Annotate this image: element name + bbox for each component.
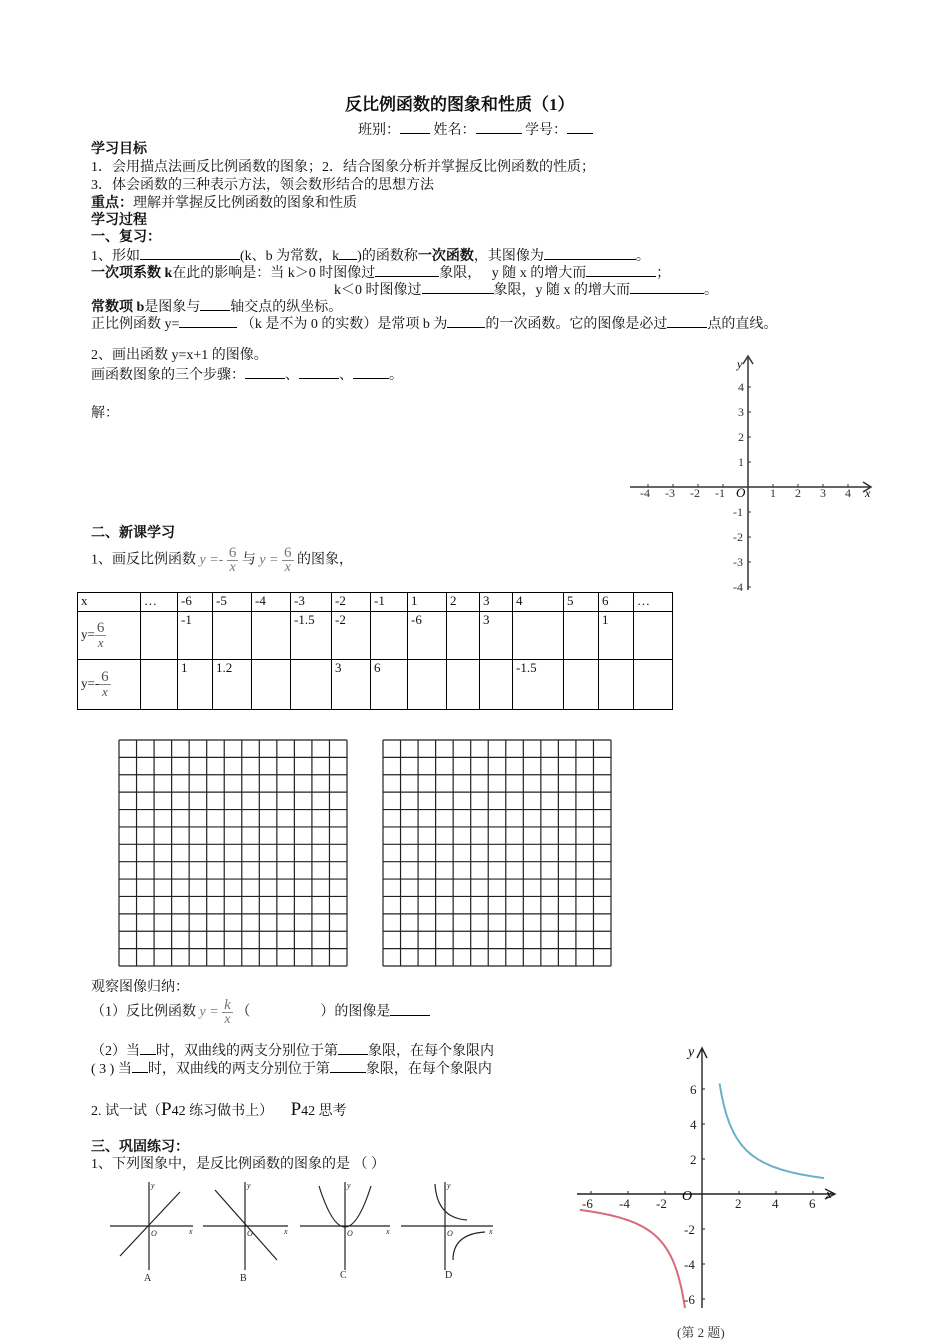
axis-y-d: y <box>447 1181 451 1190</box>
b-text1: 是图象与 <box>144 300 201 315</box>
y-value-cell <box>252 612 291 660</box>
y-axis-label: y <box>737 357 743 371</box>
hyp-x-tick-label: 4 <box>772 1196 779 1211</box>
with-word: 与 <box>241 552 256 568</box>
k-text6: 象限，y 随 x 的增大而 <box>493 283 630 298</box>
b-effect <box>91 298 342 316</box>
three-steps <box>91 366 403 384</box>
q1-text-f: 。 <box>635 249 650 264</box>
y-value-cell: 1 <box>178 660 213 710</box>
p3-c: 象限，在每个象限内 <box>365 1062 492 1077</box>
y-value-cell <box>447 612 480 660</box>
hyperbola-graph <box>572 1040 842 1344</box>
x-axis-label: x <box>865 486 871 500</box>
row1-fraction <box>95 621 107 650</box>
axis-y-a: y <box>151 1181 155 1190</box>
x-value-cell: … <box>634 593 673 612</box>
try-a: 2. 试一试（ <box>91 1104 161 1119</box>
eq1-lhs: y =- <box>199 552 224 568</box>
observe-heading: 观察图像归纳： <box>91 980 189 995</box>
y-value-cell <box>291 660 332 710</box>
y-tick-label: -4 <box>733 580 743 594</box>
review-q1 <box>91 247 650 265</box>
option-a-label: A <box>144 1273 152 1284</box>
observe-p2 <box>91 1042 494 1060</box>
fraction-6-over-x-2 <box>282 546 294 575</box>
hyp-y-tick-label: 6 <box>690 1082 697 1097</box>
sep-1: 、 <box>285 368 299 383</box>
frac-num-2: 6 <box>284 545 292 561</box>
k-text3: y 随 x 的增大而 <box>491 266 587 281</box>
goals-line1: 1．会用描点法画反比例函数的图象；2．结合图象分析并掌握反比例函数的性质； <box>91 160 595 175</box>
y-value-cell <box>408 660 447 710</box>
y-tick-label: 3 <box>738 405 744 419</box>
k-text5: k＜0 时图像过 <box>334 283 422 298</box>
number-label: 学号： <box>525 123 567 138</box>
new-lesson-heading: 二、新课学习 <box>91 526 175 541</box>
frac-num: 6 <box>228 545 237 561</box>
y-value-cell: -1.5 <box>513 660 564 710</box>
y-value-cell <box>213 612 252 660</box>
hyp-origin: O <box>682 1189 693 1204</box>
row2-den: x <box>102 684 108 699</box>
practice-heading: 三、巩固练习： <box>91 1140 189 1155</box>
hyp-x-tick-label: 6 <box>809 1196 816 1211</box>
x-tick-label: -1 <box>715 486 725 500</box>
page-title: 反比例函数的图象和性质（1） <box>345 95 575 114</box>
hyp-y-tick-label: -4 <box>684 1257 695 1272</box>
p1-a: （1）反比例函数 <box>91 1004 196 1020</box>
k-label: 一次项系数 k <box>91 266 173 281</box>
class-label: 班别： <box>358 123 400 138</box>
y-value-cell: 3 <box>480 612 513 660</box>
x-tick-label: -4 <box>640 486 650 500</box>
y-value-cell <box>599 660 634 710</box>
p2-b: 时，双曲线的两支分别位于第 <box>156 1044 338 1059</box>
p3-b: 时，双曲线的两支分别位于第 <box>147 1062 330 1077</box>
process-heading: 学习过程 <box>91 213 147 228</box>
hyp-y-tick-label: 2 <box>690 1152 697 1167</box>
frac-den-2: x <box>284 560 291 575</box>
option-c-label: C <box>340 1270 347 1281</box>
table-header-row <box>78 593 673 612</box>
x-label-cell: x <box>78 593 141 612</box>
prop-a: 正比例函数 y= <box>91 317 180 332</box>
x-tick-label: -3 <box>665 486 675 500</box>
sep-2: 、 <box>339 368 353 383</box>
try-c: 42 思考 <box>301 1104 347 1119</box>
hyp-x-label: x <box>826 1186 832 1201</box>
hyp-y-tick-label: -6 <box>684 1292 695 1307</box>
table-row-negative <box>78 660 673 710</box>
key-label: 重点： <box>91 196 133 211</box>
k-text4: ； <box>656 266 671 281</box>
origin-d: O <box>447 1229 453 1238</box>
student-info <box>358 121 593 139</box>
try-line <box>91 1100 347 1122</box>
k-effect-line2 <box>334 281 718 299</box>
y-value-cell: -2 <box>332 612 371 660</box>
review-heading: 一、复习： <box>91 230 161 245</box>
axis-x-b: x <box>284 1227 288 1236</box>
x-value-cell: 5 <box>564 593 599 612</box>
k-text2: 象限， <box>439 266 482 281</box>
hyp-caption: (第 2 题) <box>677 1325 725 1340</box>
fraction-k-over-x <box>222 998 233 1027</box>
origin-label: O <box>736 485 746 500</box>
proportional-line <box>91 315 777 333</box>
practice-q1: 1、下列图象中，是反比例函数的图象的是 （ ） <box>91 1157 385 1172</box>
solve-label: 解： <box>91 406 119 421</box>
x-value-cell: 1 <box>408 593 447 612</box>
goals-line2: 3．体会函数的三种表示方法，领会数形结合的思想方法 <box>91 178 434 193</box>
y-value-cell <box>141 612 178 660</box>
y-value-cell <box>634 612 673 660</box>
row2-label-cell <box>78 660 141 710</box>
try-b: 42 练习做书上） <box>171 1104 274 1119</box>
b-label: 常数项 b <box>91 300 145 315</box>
y-value-cell <box>141 660 178 710</box>
axis-x-a: x <box>189 1227 193 1236</box>
k-text7: 。 <box>704 283 718 298</box>
p2-a: （2）当 <box>91 1044 140 1059</box>
axis-x-c: x <box>386 1227 390 1236</box>
row2-label: y=- <box>81 675 100 691</box>
hyp-x-tick-label: 2 <box>735 1196 742 1211</box>
table-row-positive <box>78 612 673 660</box>
x-value-cell: -1 <box>371 593 408 612</box>
x-value-cell: 3 <box>480 593 513 612</box>
x-tick-label: 4 <box>845 486 851 500</box>
y-tick-label: -2 <box>733 530 743 544</box>
option-b-label: B <box>240 1273 247 1284</box>
graph-grid-right <box>382 739 612 967</box>
row2-num: 6 <box>101 669 109 685</box>
y-tick-label: -3 <box>733 555 743 569</box>
new-lesson-q1 <box>91 546 353 575</box>
graph-grid-left <box>118 739 348 967</box>
x-tick-label: 2 <box>795 486 801 500</box>
row2-fraction <box>99 670 111 699</box>
p1-c: ）的图像是 <box>320 1004 391 1020</box>
goals-heading: 学习目标 <box>91 142 147 157</box>
y-value-cell <box>564 612 599 660</box>
q1-text-b: (k、b 为常数，k <box>240 249 340 264</box>
row1-num: 6 <box>96 620 105 636</box>
axis-y-b: y <box>247 1181 251 1190</box>
y-value-cell: 1 <box>599 612 634 660</box>
y-value-cell: 1.2 <box>213 660 252 710</box>
q1-text-a: 1、形如 <box>91 249 140 264</box>
origin-b: O <box>247 1229 253 1238</box>
p1-b: （ <box>236 1004 251 1020</box>
key-text: 理解并掌握反比例函数的图象和性质 <box>133 196 357 211</box>
steps-text: 画函数图象的三个步骤： <box>91 368 245 383</box>
y-value-cell <box>564 660 599 710</box>
k-effect-line1 <box>91 264 670 282</box>
y-value-cell: 6 <box>371 660 408 710</box>
q1-text-e: ，其图像为 <box>473 249 544 264</box>
axis-y-c: y <box>347 1181 351 1190</box>
prop-d: 点的直线。 <box>707 317 778 332</box>
origin-a: O <box>151 1229 157 1238</box>
x-value-cell: 6 <box>599 593 634 612</box>
p1-den: x <box>224 1012 231 1027</box>
name-label: 姓名： <box>433 123 476 138</box>
y-tick-label: -1 <box>733 505 743 519</box>
y-value-cell: 3 <box>332 660 371 710</box>
axis-x-d: x <box>489 1227 493 1236</box>
hyp-y-label: y <box>688 1045 695 1060</box>
y-value-cell: -6 <box>408 612 447 660</box>
y-value-cell <box>513 612 564 660</box>
y-value-cell: -1.5 <box>291 612 332 660</box>
y-value-cell <box>634 660 673 710</box>
x-value-cell: -4 <box>252 593 291 612</box>
hyp-x-tick-label: -4 <box>619 1196 630 1211</box>
eq2-lhs: y = <box>259 552 279 568</box>
p3-a: ( 3 ) 当 <box>91 1062 132 1077</box>
q1-text-c: )的函数称 <box>357 249 418 264</box>
x-value-cell: -2 <box>332 593 371 612</box>
x-value-cell: -3 <box>291 593 332 612</box>
x-value-cell: … <box>141 593 178 612</box>
p1-eq: y = <box>199 1004 219 1020</box>
option-graphs <box>105 1178 505 1286</box>
review-q2: 2、画出函数 y=x+1 的图像。 <box>91 348 268 363</box>
try-p2: P <box>290 1099 302 1120</box>
steps-end: 。 <box>389 368 403 383</box>
x-value-cell: 4 <box>513 593 564 612</box>
x-tick-label: -2 <box>690 486 700 500</box>
x-value-cell: -5 <box>213 593 252 612</box>
y-tick-label: 1 <box>738 455 744 469</box>
p2-c: 象限，在每个象限内 <box>368 1044 494 1059</box>
row1-den: x <box>97 635 104 650</box>
y-value-cell <box>480 660 513 710</box>
hyp-y-tick-label: 4 <box>690 1117 697 1132</box>
p1-num: k <box>224 997 231 1013</box>
y-value-cell: -1 <box>178 612 213 660</box>
x-tick-label: 3 <box>820 486 826 500</box>
k-text1: 在此的影响是：当 k＞0 时图像过 <box>172 266 376 281</box>
try-p1: P <box>161 1099 172 1120</box>
x-value-cell: 2 <box>447 593 480 612</box>
q1-term: 一次函数 <box>417 249 474 264</box>
value-table <box>77 592 673 710</box>
x-value-cell: -6 <box>178 593 213 612</box>
y-value-cell <box>252 660 291 710</box>
key-point <box>91 196 357 212</box>
row1-label-cell <box>78 612 141 660</box>
prop-b: （k 是不为 0 的实数）是常项 b 为 <box>240 317 448 332</box>
q1-a: 1、画反比例函数 <box>91 552 196 568</box>
option-d-label: D <box>445 1270 453 1281</box>
hyp-x-tick-label: -6 <box>582 1196 593 1211</box>
coordinate-axes-small <box>625 350 880 595</box>
row1-label: y= <box>81 626 95 642</box>
q1-tail: 的图象， <box>297 552 353 568</box>
observe-p3 <box>91 1060 492 1078</box>
origin-c: O <box>347 1229 353 1238</box>
y-value-cell <box>447 660 480 710</box>
observe-p1 <box>91 998 430 1027</box>
b-text2: 轴交点的纵坐标。 <box>230 300 343 315</box>
y-tick-label: 2 <box>738 430 744 444</box>
y-tick-label: 4 <box>738 380 744 394</box>
fraction-6-over-x <box>227 546 239 575</box>
x-tick-label: 1 <box>770 486 776 500</box>
y-value-cell <box>371 612 408 660</box>
frac-den: x <box>229 560 236 575</box>
hyp-y-tick-label: -2 <box>684 1222 695 1237</box>
hyp-x-tick-label: -2 <box>656 1196 667 1211</box>
prop-c: 的一次函数。它的图像是必过 <box>485 317 668 332</box>
